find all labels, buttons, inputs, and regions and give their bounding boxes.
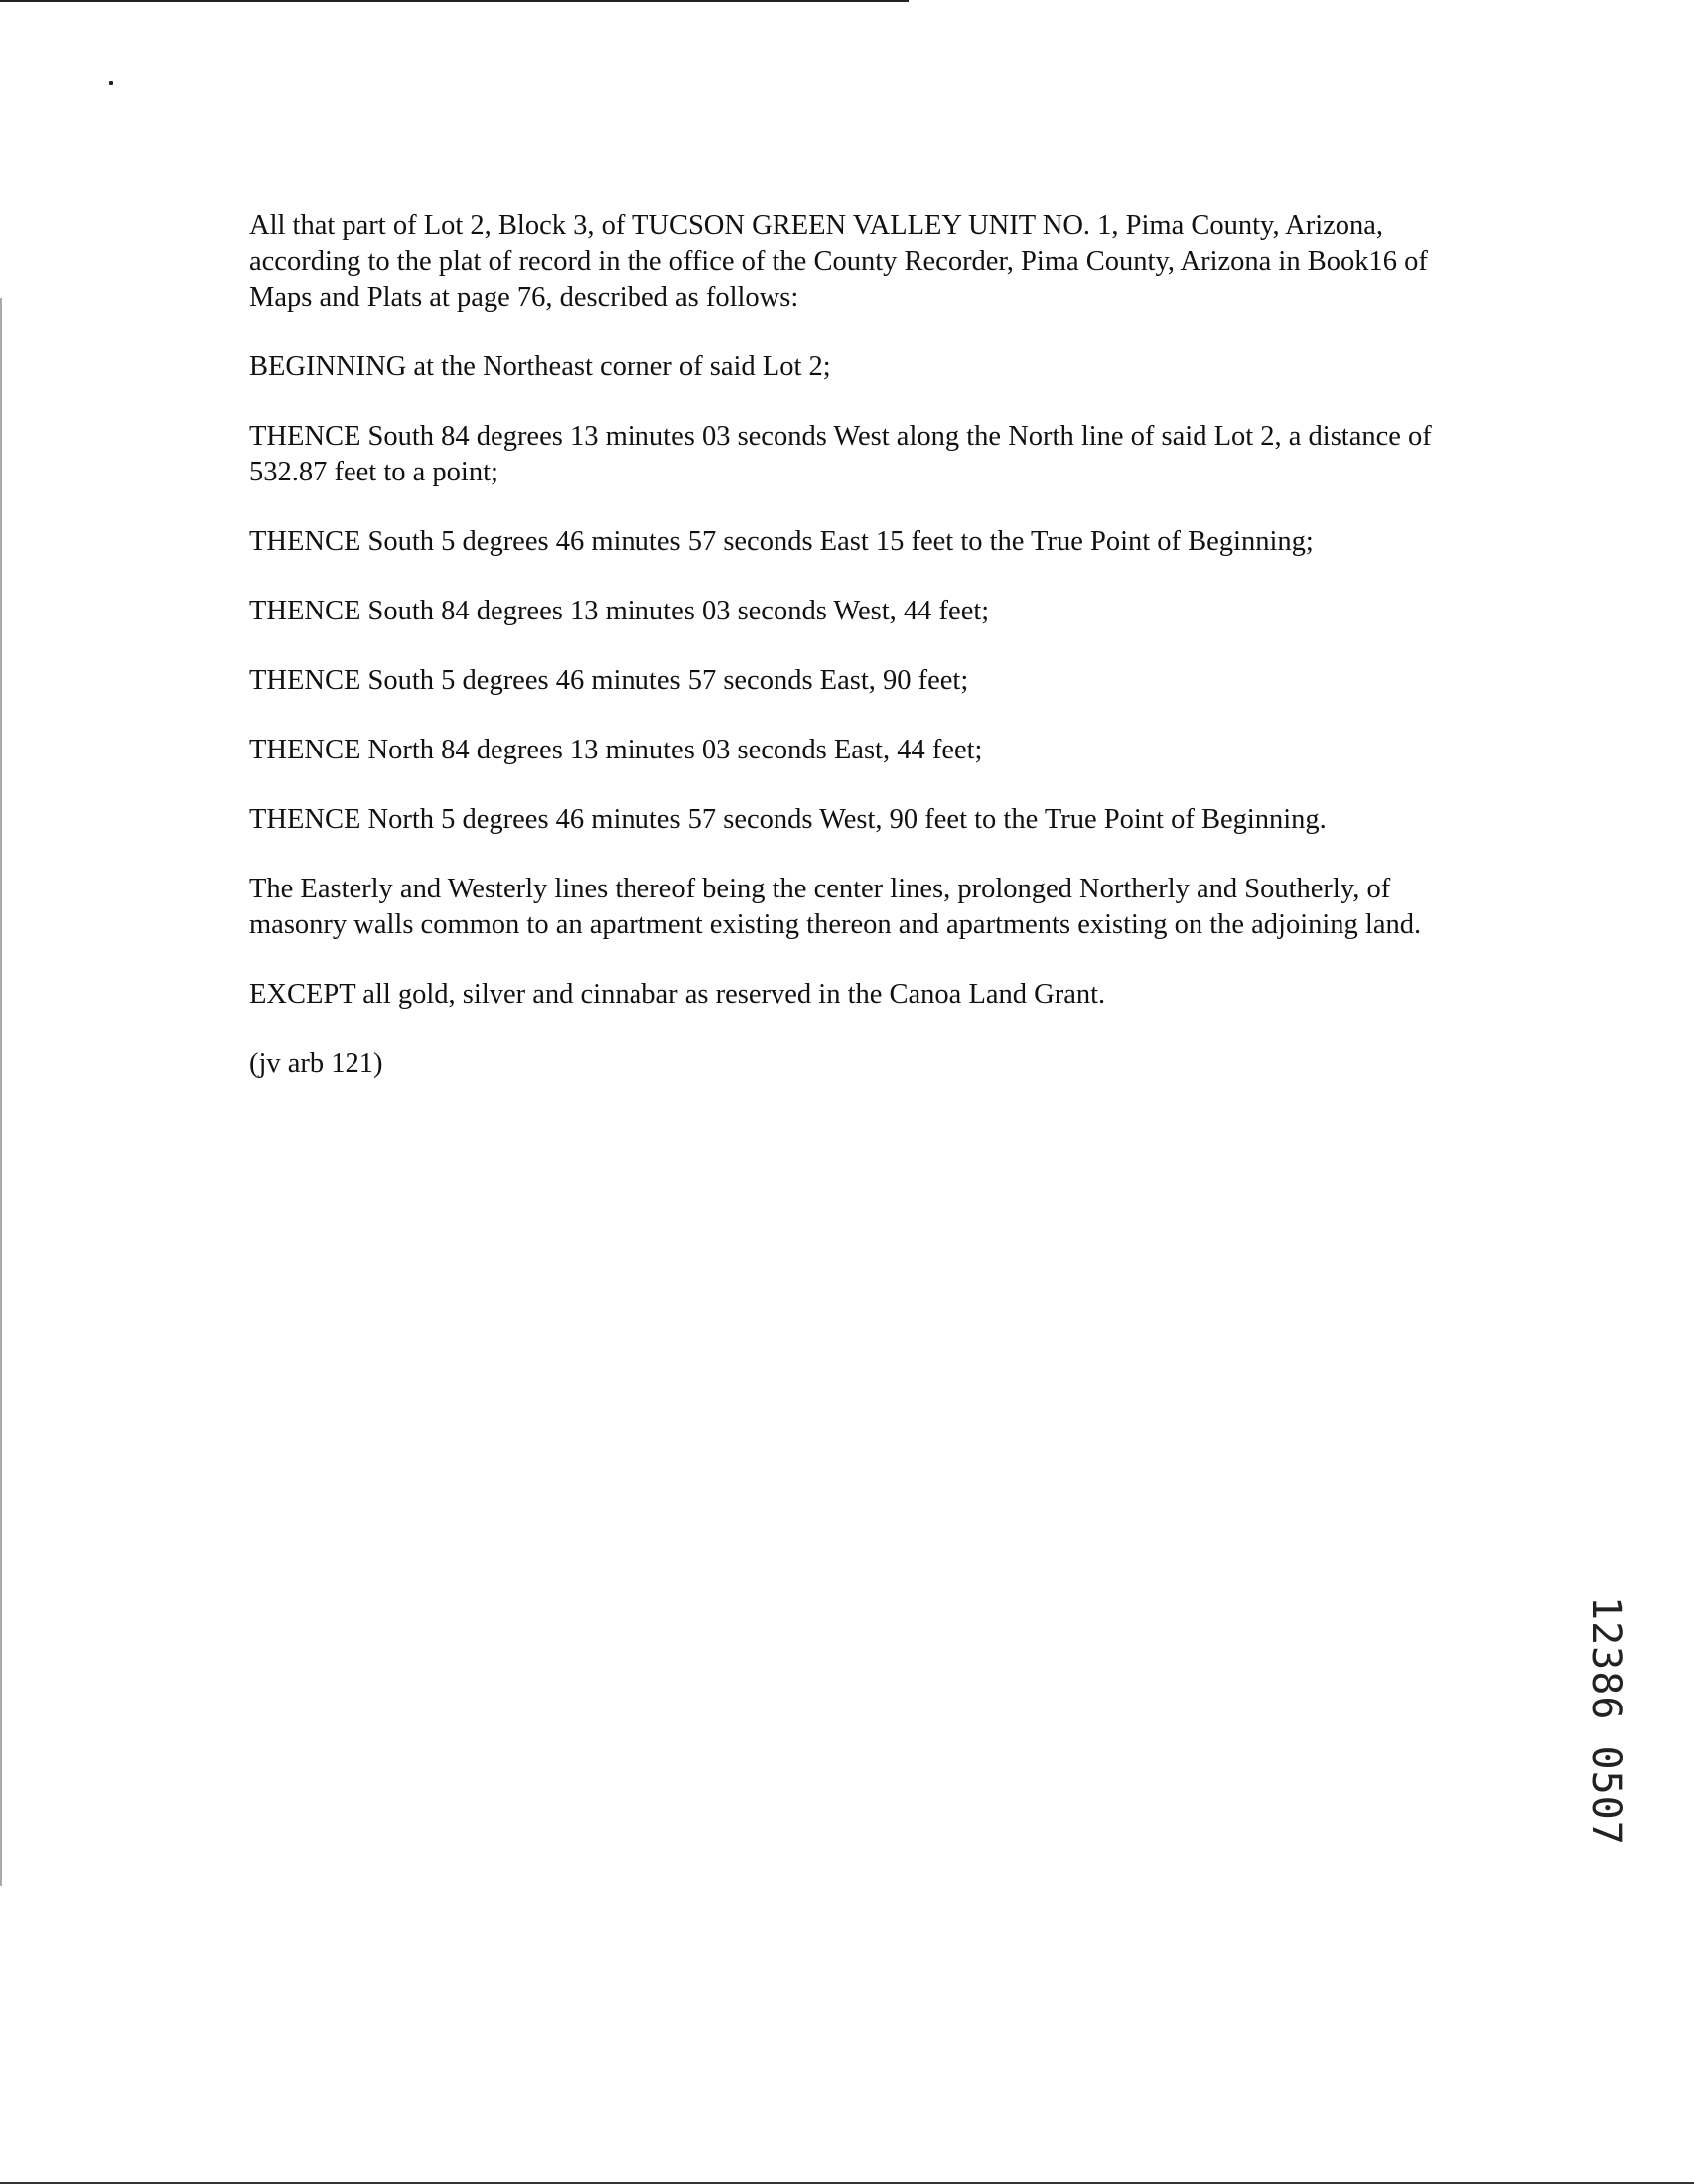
except-paragraph: EXCEPT all gold, silver and cinnabar as reserved in the Canoa Land Grant. — [249, 979, 1106, 1010]
legal-description — [249, 208, 1471, 1116]
course-3-paragraph: THENCE South 84 degrees 13 minutes 03 seconds West, 44 feet; — [249, 596, 990, 626]
beginning-paragraph: BEGINNING at the Northeast corner of said Lot 2; — [249, 351, 831, 382]
course-5-paragraph: THENCE North 84 degrees 13 minutes 03 seconds East, 44 feet; — [249, 735, 983, 765]
walls-paragraph: The Easterly and Westerly lines thereof being the center lines, prolonged Northerly and Southerly, of masonry walls common to an apartment existing thereon and apartments existing on the adjoining land. — [249, 874, 1422, 940]
reference-note: (jv arb 121) — [249, 1048, 383, 1079]
intro-paragraph: All that part of Lot 2, Block 3, of TUCSON GREEN VALLEY UNIT NO. 1, Pima County, Arizona, according to the plat of record in the office of the County Recorder, Pima County, Arizona in Book16 of Maps and Plats at page 76, described as follows: — [249, 210, 1428, 313]
recording-number-stamp: 12386 0507 — [1583, 1596, 1628, 1845]
top-border-line — [0, 0, 909, 2]
scan-speck — [109, 81, 113, 85]
left-scan-edge — [0, 298, 2, 1886]
course-1-paragraph: THENCE South 84 degrees 13 minutes 03 seconds West along the North line of said Lot 2, a distance of 532.87 feet to a point; — [249, 421, 1432, 487]
course-6-paragraph: THENCE North 5 degrees 46 minutes 57 seconds West, 90 feet to the True Point of Beginning. — [249, 804, 1327, 835]
course-2-paragraph: THENCE South 5 degrees 46 minutes 57 seconds East 15 feet to the True Point of Beginning; — [249, 526, 1314, 557]
course-4-paragraph: THENCE South 5 degrees 46 minutes 57 seconds East, 90 feet; — [249, 665, 969, 696]
